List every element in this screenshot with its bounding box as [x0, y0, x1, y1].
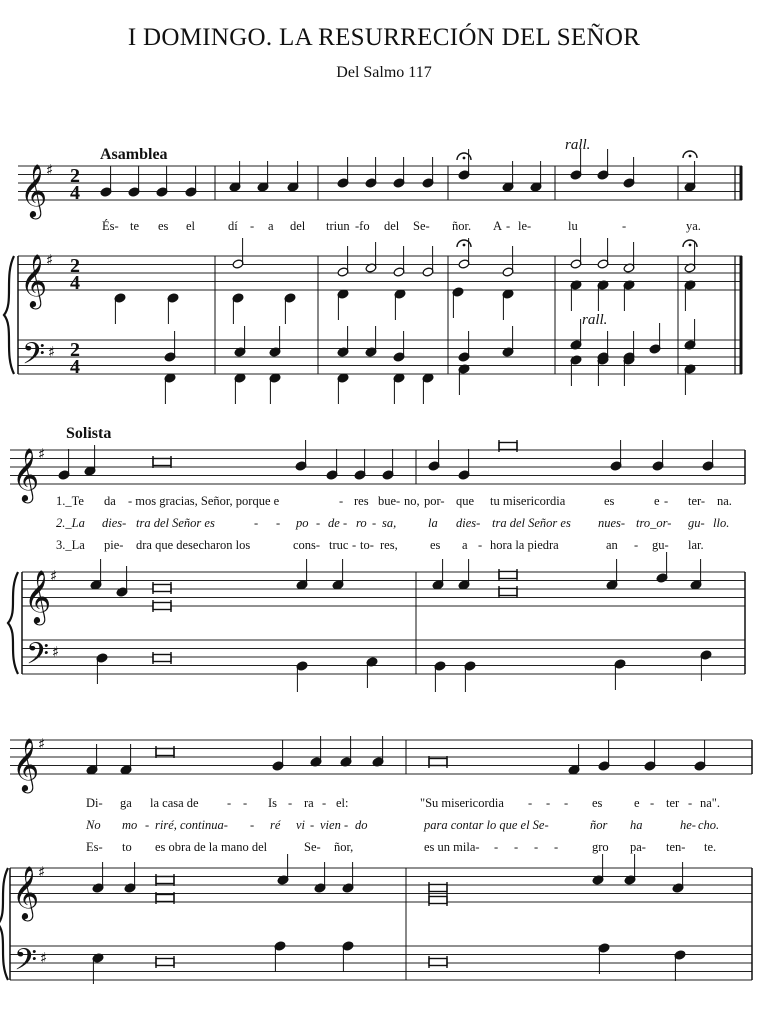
time-signatures [70, 165, 80, 378]
breve-note [156, 959, 174, 966]
clefs [12, 161, 59, 984]
breve-note [429, 897, 447, 904]
treble-clef-icon: 𝄞 [12, 865, 40, 919]
lyric-syllable: - [372, 516, 377, 530]
lyric-syllable: ya. [686, 219, 701, 233]
lyric-syllable: pa- [630, 840, 646, 854]
lyric-syllable: - mos gracias, Señor, porque e [128, 494, 280, 508]
bass-clef-icon: 𝄢 [22, 337, 46, 379]
lyric-syllable: to [122, 840, 132, 854]
fermata-dot [689, 244, 692, 247]
lyric-syllable: tra del Señor es [492, 516, 571, 530]
lyric-syllable: - [250, 818, 255, 832]
lyric-syllable: del [384, 219, 400, 233]
lyric-syllable: -fo [355, 219, 370, 233]
lyric-syllable: es [604, 494, 615, 508]
lyric-syllable: 1._Te [56, 494, 84, 508]
breve-note [153, 459, 171, 466]
time-signature-numerator: 2 [70, 339, 80, 361]
key-signature-sharp-icon: ♯ [50, 567, 58, 586]
lyric-syllable: 3._La [56, 538, 85, 552]
lyric-syllable: - [254, 516, 259, 530]
time-signature-denominator: 4 [70, 182, 80, 204]
lyric-syllable: - [478, 538, 483, 552]
lyric-syllable: - [310, 818, 315, 832]
lyric-syllable: ten- [666, 840, 686, 854]
treble-clef-icon: 𝄞 [12, 737, 40, 791]
lyric-syllable: - [664, 494, 669, 508]
lyric-syllable: to- [360, 538, 374, 552]
key-signature-sharp-icon: ♯ [38, 735, 46, 754]
lyric-syllable: - [322, 796, 327, 810]
lyric-syllable: - [514, 840, 519, 854]
key-signature-sharp-icon: ♯ [40, 948, 48, 967]
lyric-syllable: te. [704, 840, 717, 854]
lyric-syllable: he- [680, 818, 696, 832]
lyric-syllable: - [688, 796, 693, 810]
bass-clef-icon: 𝄢 [26, 637, 50, 679]
key-signature-sharp-icon: ♯ [46, 161, 54, 180]
lyric-syllable: es [430, 538, 441, 552]
barlines [0, 166, 752, 980]
lyric-syllable: lu [568, 219, 578, 233]
lyric-syllable: triun [326, 219, 350, 233]
breve-note [156, 877, 174, 884]
lyric-syllable: po [296, 516, 309, 530]
breve-note [153, 655, 171, 662]
rall-marking-piano: rall. [582, 312, 608, 328]
lyric-syllable: ter- [688, 494, 706, 508]
lyric-syllable: por- [424, 494, 445, 508]
lyric-syllable: dies- [102, 516, 127, 530]
lyric-syllable: na. [717, 494, 732, 508]
lyric-syllable: truc [329, 538, 349, 552]
breve-note [156, 749, 174, 756]
lyric-syllable: - [546, 796, 551, 810]
lyric-syllable: - [316, 516, 321, 530]
lyric-syllable: sa, [382, 516, 397, 530]
lyric-syllable: bue- [378, 494, 401, 508]
lyric-syllable: cons- [293, 538, 321, 552]
lyric-syllable: ré [270, 818, 281, 832]
lyric-syllable: para contar lo que el Se- [424, 818, 549, 832]
lyric-syllable: ter [666, 796, 680, 810]
lyric-syllable: gro [592, 840, 609, 854]
lyric-syllable: lar. [688, 538, 704, 552]
lyric-syllable: a [268, 219, 274, 233]
lyric-syllable: e [654, 494, 660, 508]
lyric-syllable: la casa de [150, 796, 199, 810]
lyric-syllable: es [158, 219, 169, 233]
lyric-syllable: Se- [413, 219, 430, 233]
lyric-syllable: pie- [104, 538, 124, 552]
lyric-syllable: - [534, 840, 539, 854]
time-signature-numerator: 2 [70, 255, 80, 277]
brace-icon [4, 256, 14, 374]
lyric-syllable: - [276, 516, 281, 530]
lyric-syllable: ra [304, 796, 314, 810]
time-signature-denominator: 4 [70, 356, 80, 378]
breve-note [499, 443, 517, 450]
lyric-syllable: - [288, 796, 293, 810]
lyric-syllable: - [494, 840, 499, 854]
lyric-syllable: ñor. [452, 219, 472, 233]
lyric-syllable: vien [320, 818, 341, 832]
lyric-syllable: "Su misericordia [420, 796, 504, 810]
lyric-syllable: no, [404, 494, 420, 508]
key-signature-sharp-icon: ♯ [52, 642, 60, 661]
brace-icon [0, 868, 8, 980]
breve-note [156, 895, 174, 902]
lyric-syllable: gu- [652, 538, 669, 552]
lyric-syllable: dies- [456, 516, 481, 530]
lyric-syllable: - [243, 796, 248, 810]
lyric-syllable: es [592, 796, 603, 810]
lyric-syllable: del [290, 219, 306, 233]
lyric-syllable: el: [336, 796, 349, 810]
lyric-syllable: Se- [304, 840, 321, 854]
lyric-syllable: Is [268, 796, 278, 810]
breve-note [429, 959, 447, 966]
breve-note [429, 885, 447, 892]
lyric-syllable: ñor [590, 818, 608, 832]
treble-clef-icon: 𝄞 [12, 447, 40, 501]
lyric-syllable: nues- [598, 516, 626, 530]
key-signature-sharp-icon: ♯ [46, 251, 54, 270]
lyric-syllable: llo. [713, 516, 730, 530]
lyric-syllable: e [634, 796, 640, 810]
key-signature-sharp-icon: ♯ [38, 445, 46, 464]
lyric-syllable: es obra de la mano del [155, 840, 268, 854]
lyric-syllable: es un mila- [424, 840, 480, 854]
notes [58, 149, 717, 984]
lyric-syllable: ga [120, 796, 132, 810]
lyric-syllable: do [355, 818, 368, 832]
lyric-syllable: - [622, 219, 627, 233]
lyric-syllable: - [528, 796, 533, 810]
lyric-syllable: res [354, 494, 369, 508]
lyric-syllable: - [343, 516, 348, 530]
lyric-syllable: - [554, 840, 559, 854]
lyric-syllable: - [227, 796, 232, 810]
lyric-syllable: No [86, 818, 101, 832]
lyric-syllable: na". [700, 796, 721, 810]
lyric-syllable: ro [356, 516, 367, 530]
breve-note [499, 572, 517, 579]
key-signature-sharp-icon: ♯ [48, 342, 56, 361]
lyric-syllable: hora la piedra [490, 538, 559, 552]
lyric-syllable: És- [102, 219, 119, 233]
lyric-syllable: - [650, 796, 655, 810]
fermata-dot [463, 157, 466, 160]
breve-note [153, 603, 171, 610]
page-subtitle: Del Salmo 117 [336, 64, 432, 81]
lyric-syllable: mo [122, 818, 138, 832]
lyric-syllable: vi [296, 818, 306, 832]
page-title: I DOMINGO. LA RESURRECIÓN DEL SEÑOR [127, 24, 641, 51]
lyric-syllable: Es- [86, 840, 103, 854]
lyric-syllable: - [339, 494, 344, 508]
lyric-syllable: le- [518, 219, 532, 233]
lyric-syllable: - [506, 219, 511, 233]
lyric-syllable: la [428, 516, 438, 530]
key-signature-sharp-icon: ♯ [38, 863, 46, 882]
lyric-syllable: ñor, [334, 840, 354, 854]
lyric-syllable: dí [228, 219, 238, 233]
time-signature-denominator: 4 [70, 272, 80, 294]
lyric-syllable: te [130, 219, 140, 233]
lyric-syllable: an [606, 538, 618, 552]
lyric-syllable: - [145, 818, 150, 832]
lyric-syllable: a [462, 538, 468, 552]
breve-note [499, 589, 517, 596]
treble-clef-icon: 𝄞 [24, 569, 52, 623]
lyric-syllable: el [186, 219, 196, 233]
treble-clef-icon: 𝄞 [20, 163, 48, 217]
breve-note [153, 585, 171, 592]
lyric-syllable: - [344, 818, 349, 832]
rall-marking-voice: rall. [565, 137, 591, 153]
treble-clef-icon: 𝄞 [20, 253, 48, 307]
time-signature-numerator: 2 [70, 165, 80, 187]
fermata-dot [463, 244, 466, 247]
staff-lines [10, 166, 752, 980]
lyric-syllable: res, [380, 538, 398, 552]
lyric-syllable: - [564, 796, 569, 810]
lyric-syllable: cho. [698, 818, 720, 832]
lyric-syllable: da [104, 494, 116, 508]
lyric-syllable: dra que desecharon los [136, 538, 251, 552]
breve-note [429, 759, 447, 766]
lyric-syllable: 2._La [56, 516, 85, 530]
lyric-syllable: riré, continua- [155, 818, 228, 832]
lyric-syllable: - [634, 538, 639, 552]
brace-icon [8, 572, 18, 674]
lyric-syllable: - [352, 538, 357, 552]
voice-label-asamblea: Asamblea [100, 146, 168, 163]
lyric-syllable: tra del Señor es [136, 516, 215, 530]
voice-label-solista: Solista [66, 425, 112, 442]
lyric-syllable: tu misericordia [490, 494, 566, 508]
lyric-syllable: de [328, 516, 340, 530]
lyric-syllable: - [250, 219, 255, 233]
lyric-syllable: gu- [688, 516, 705, 530]
lyric-syllable: A [493, 219, 503, 233]
lyric-syllable: que [456, 494, 475, 508]
lyric-syllable: tro_or- [636, 516, 672, 530]
lyric-syllable: ha [630, 818, 643, 832]
bass-clef-icon: 𝄢 [14, 943, 38, 985]
fermata-dot [689, 155, 692, 158]
lyric-syllable: Di- [86, 796, 103, 810]
